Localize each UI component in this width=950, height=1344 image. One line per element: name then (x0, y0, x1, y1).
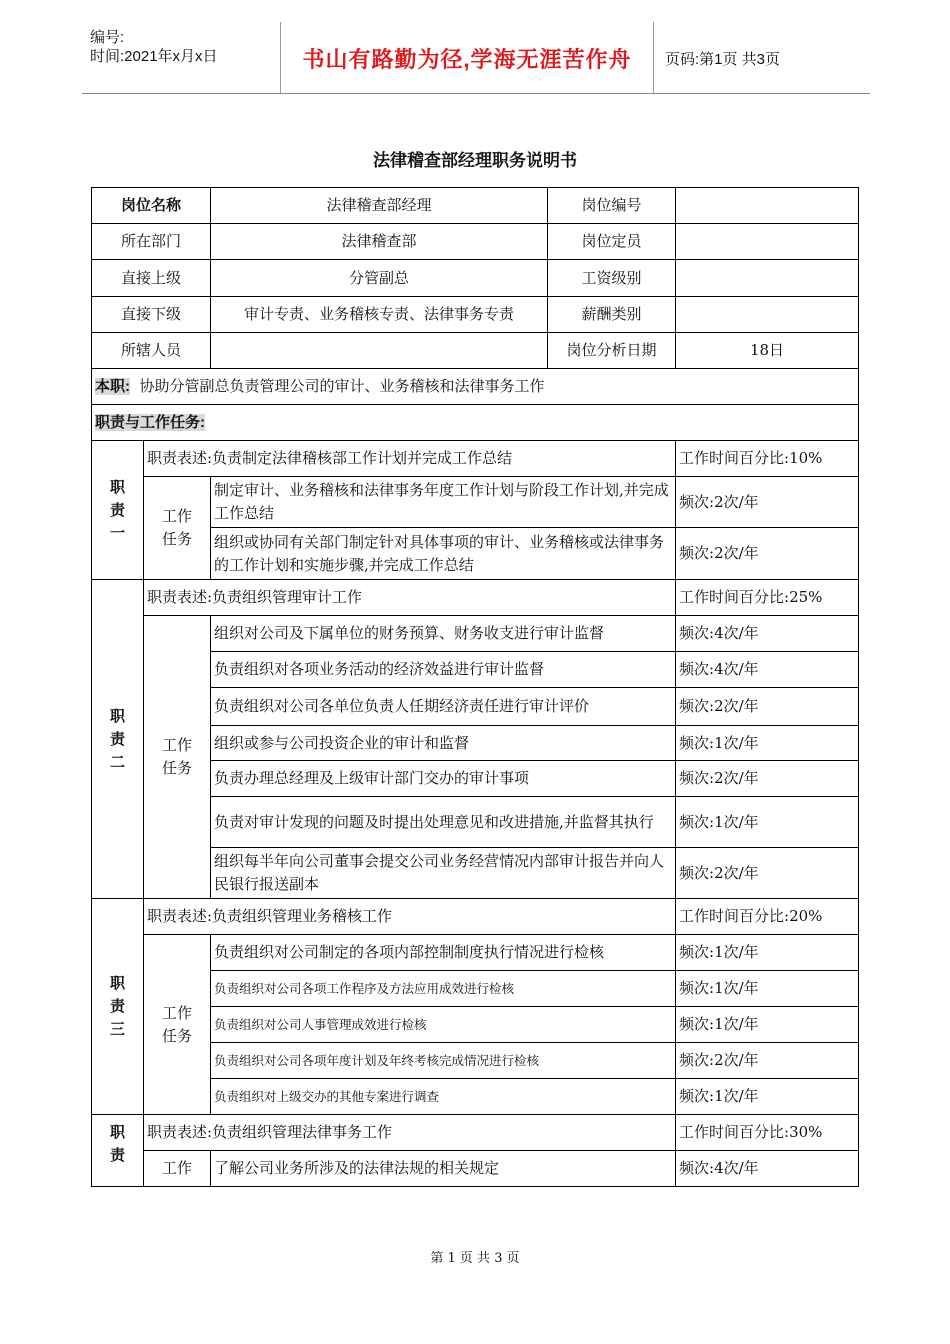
duty-2-label: 职 责 二 (92, 580, 144, 899)
duty-summary-label: 本职: (95, 378, 130, 395)
duty-summary (92, 369, 859, 405)
duties-heading: 职责与工作任务: (95, 414, 205, 431)
time-label: 时间:2021年x月x日 (90, 48, 218, 65)
duty-summary-text: 协助分管副总负责管理公司的审计、业务稽核和法律事务工作 (139, 377, 545, 395)
duties-heading-cell (92, 405, 859, 441)
duty-2-tasks-label: 工作 任务 (144, 616, 211, 899)
superior-label: 直接上级 (92, 260, 211, 297)
subordinate-value: 审计专责、业务稽核专责、法律事务专责 (211, 297, 548, 333)
position-code-label: 岗位编号 (548, 188, 676, 224)
task-text: 负责办理总经理及上级审计部门交办的审计事项 (211, 761, 676, 797)
task-frequency: 频次:4次/年 (676, 652, 859, 688)
task-text: 负责组织对公司各项工作程序及方法应用成效进行检核 (211, 971, 676, 1007)
document-title: 法律稽查部经理职务说明书 (373, 151, 577, 170)
staff-value (211, 333, 548, 369)
dept-value: 法律稽查部 (211, 224, 548, 260)
grade-value (676, 260, 859, 297)
task-frequency: 频次:1次/年 (676, 971, 859, 1007)
motto: 书山有路勤为径,学海无涯苦作舟 (280, 22, 654, 94)
task-frequency: 频次:1次/年 (676, 797, 859, 848)
duty-4-statement-row (92, 1115, 859, 1151)
superior-value: 分管副总 (211, 260, 548, 297)
duty-2-percent: 工作时间百分比:25% (676, 580, 859, 616)
basic-row-staff (92, 333, 859, 369)
page-footer: 第 1 页 共 3 页 (430, 1251, 520, 1266)
task-frequency: 频次:2次/年 (676, 848, 859, 899)
header-meta (90, 28, 218, 66)
position-name-value: 法律稽查部经理 (211, 188, 548, 224)
task-row (92, 935, 859, 971)
duty-4-percent: 工作时间百分比:30% (676, 1115, 859, 1151)
task-text: 负责组织对各项业务活动的经济效益进行审计监督 (211, 652, 676, 688)
duty-1-percent: 工作时间百分比:10% (676, 441, 859, 477)
task-frequency: 频次:1次/年 (676, 935, 859, 971)
task-text: 负责对审计发现的问题及时提出处理意见和改进措施,并监督其执行 (211, 797, 676, 848)
task-frequency: 频次:2次/年 (676, 477, 859, 528)
duty-summary-row (92, 369, 859, 405)
job-description-table (91, 187, 859, 1187)
task-frequency: 频次:1次/年 (676, 1007, 859, 1043)
duty-3-label: 职 责 三 (92, 899, 144, 1115)
duty-1-label: 职 责 一 (92, 441, 144, 580)
duty-4-statement: 职责表述:负责组织管理法律事务工作 (144, 1115, 676, 1151)
task-text: 负责组织对公司制定的各项内部控制制度执行情况进行检核 (211, 935, 676, 971)
task-text: 组织或协同有关部门制定针对具体事项的审计、业务稽核或法律事务的工作计划和实施步骤,并完成工作总结 (211, 528, 676, 580)
task-text: 制定审计、业务稽核和法律事务年度工作计划与阶段工作计划,并完成工作总结 (211, 477, 676, 528)
duty-3-tasks-label: 工作 任务 (144, 935, 211, 1115)
analysis-date-value: 18日 (676, 333, 859, 369)
position-name-label: 岗位名称 (92, 188, 211, 224)
duty-1-statement: 职责表述:负责制定法律稽核部工作计划并完成工作总结 (144, 441, 676, 477)
task-text: 组织每半年向公司董事会提交公司业务经营情况内部审计报告并向人民银行报送副本 (211, 848, 676, 899)
basic-row-subordinate (92, 297, 859, 333)
staff-label: 所辖人员 (92, 333, 211, 369)
task-text: 负责组织对公司各单位负责人任期经济责任进行审计评价 (211, 688, 676, 726)
task-frequency: 频次:2次/年 (676, 1043, 859, 1079)
task-row (92, 1151, 859, 1187)
task-text: 负责组织对上级交办的其他专案进行调查 (211, 1079, 676, 1115)
analysis-date-label: 岗位分析日期 (548, 333, 676, 369)
duty-4-label: 职 责 (92, 1115, 144, 1187)
subordinate-label: 直接下级 (92, 297, 211, 333)
duty-1-statement-row (92, 441, 859, 477)
duty-2-statement: 职责表述:负责组织管理审计工作 (144, 580, 676, 616)
task-frequency: 频次:2次/年 (676, 528, 859, 580)
task-text: 负责组织对公司人事管理成效进行检核 (211, 1007, 676, 1043)
dept-label: 所在部门 (92, 224, 211, 260)
task-frequency: 频次:4次/年 (676, 616, 859, 652)
duty-1-tasks-label: 工作 任务 (144, 477, 211, 580)
duty-3-statement-row (92, 899, 859, 935)
basic-row-dept (92, 224, 859, 260)
duties-heading-row (92, 405, 859, 441)
duty-3-statement: 职责表述:负责组织管理业务稽核工作 (144, 899, 676, 935)
task-row (92, 477, 859, 528)
duty-3-percent: 工作时间百分比:20% (676, 899, 859, 935)
quota-label: 岗位定员 (548, 224, 676, 260)
duty-2-statement-row (92, 580, 859, 616)
number-label: 编号: (90, 29, 125, 46)
position-code-value (676, 188, 859, 224)
task-frequency: 频次:1次/年 (676, 1079, 859, 1115)
task-frequency: 频次:1次/年 (676, 726, 859, 761)
grade-label: 工资级别 (548, 260, 676, 297)
duty-4-tasks-label: 工作 (144, 1151, 211, 1187)
header-divider (82, 93, 870, 94)
quota-value (676, 224, 859, 260)
task-frequency: 频次:2次/年 (676, 761, 859, 797)
basic-row-superior (92, 260, 859, 297)
page-info: 页码:第1页 共3页 (665, 51, 781, 68)
task-frequency: 频次:2次/年 (676, 688, 859, 726)
pay-value (676, 297, 859, 333)
task-text: 负责组织对公司各项年度计划及年终考核完成情况进行检核 (211, 1043, 676, 1079)
basic-row-name (92, 188, 859, 224)
task-text: 了解公司业务所涉及的法律法规的相关规定 (211, 1151, 676, 1187)
pay-label: 薪酬类别 (548, 297, 676, 333)
task-row (92, 616, 859, 652)
task-frequency: 频次:4次/年 (676, 1151, 859, 1187)
task-text: 组织或参与公司投资企业的审计和监督 (211, 726, 676, 761)
page-header (82, 22, 870, 94)
task-text: 组织对公司及下属单位的财务预算、财务收支进行审计监督 (211, 616, 676, 652)
